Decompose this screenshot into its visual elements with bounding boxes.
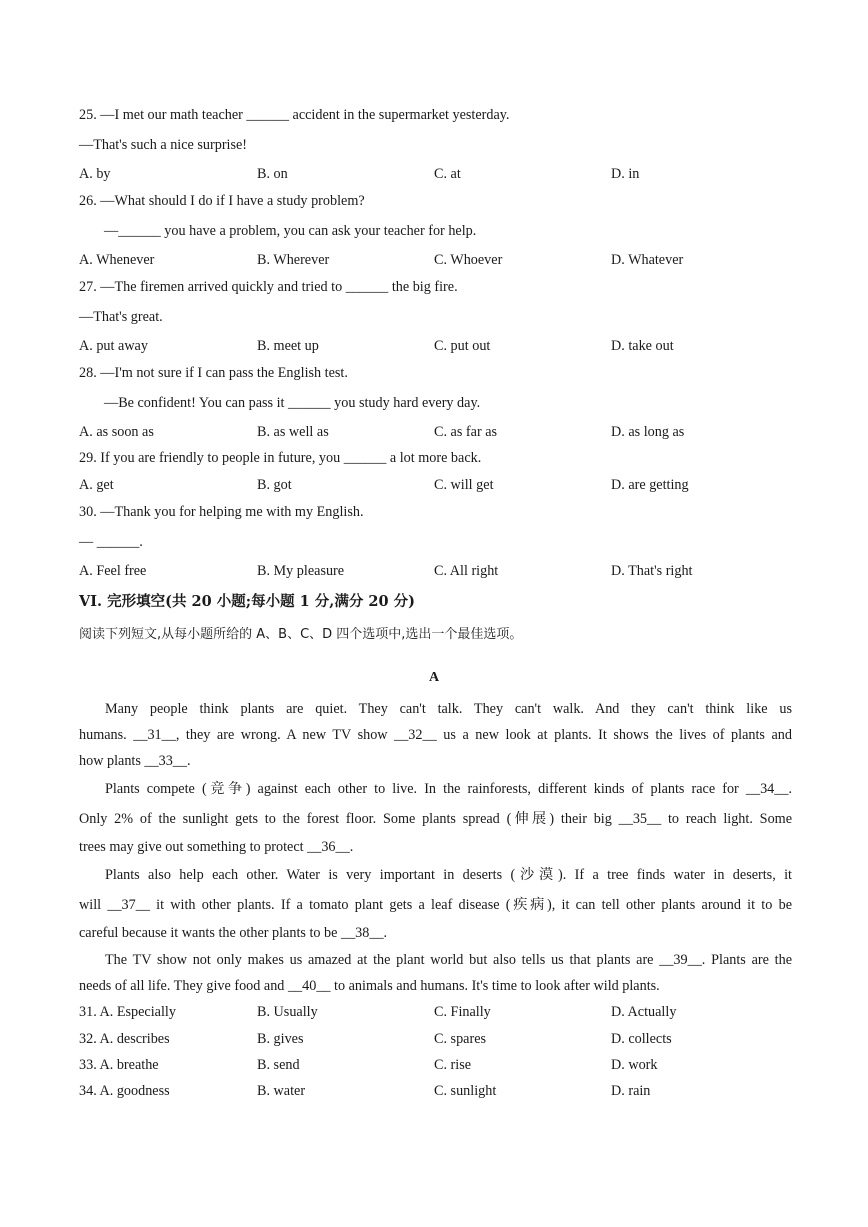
option-b: B. My pleasure — [257, 563, 345, 579]
question-27-response: —That's great. — [79, 309, 163, 325]
passage-line: how plants __33__. — [79, 753, 191, 769]
option-a: A. Feel free — [79, 563, 147, 579]
option-c: C. Whoever — [434, 252, 503, 268]
option-d: D. That's right — [611, 563, 693, 579]
option-d: D. in — [611, 166, 640, 182]
option-a: A. get — [79, 477, 114, 493]
option-b: B. send — [257, 1057, 300, 1073]
option-a: 34. A. goodness — [79, 1083, 170, 1099]
passage-line: Many people think plants are quiet. They can't talk. They can't walk. And they can't think like us — [105, 701, 792, 717]
option-c: C. at — [434, 166, 461, 182]
passage-title: A — [428, 670, 440, 685]
option-b: B. as well as — [257, 424, 329, 440]
option-d: D. take out — [611, 338, 674, 354]
option-b: B. Usually — [257, 1004, 318, 1020]
option-a: 32. A. describes — [79, 1031, 170, 1047]
option-d: D. as long as — [611, 424, 685, 440]
option-d: D. Whatever — [611, 252, 684, 268]
passage-line: trees may give out something to protect __36__. — [79, 839, 354, 855]
option-b: B. water — [257, 1083, 306, 1099]
option-d: D. collects — [611, 1031, 672, 1047]
question-25-stem: 25. —I met our math teacher ______ accident in the supermarket yesterday. — [79, 107, 510, 123]
option-d: D. work — [611, 1057, 658, 1073]
passage-line: Only 2% of the sunlight gets to the forest floor. Some plants spread (伸展) their big __35__ to reach light. Some — [79, 811, 792, 827]
option-c: C. will get — [434, 477, 494, 493]
section-instruction: 阅读下列短文,从每小题所给的 A、B、C、D 四个选项中,选出一个最佳选项。 — [79, 627, 523, 642]
question-27-stem: 27. —The firemen arrived quickly and tried to ______ the big fire. — [79, 279, 458, 295]
question-28-stem: 28. —I'm not sure if I can pass the English test. — [79, 365, 348, 381]
option-d: D. rain — [611, 1083, 651, 1099]
option-b: B. got — [257, 477, 292, 493]
question-30-stem: 30. —Thank you for helping me with my English. — [79, 504, 364, 520]
question-29-stem: 29. If you are friendly to people in future, you ______ a lot more back. — [79, 450, 482, 466]
option-c: C. Finally — [434, 1004, 491, 1020]
option-c: C. All right — [434, 563, 499, 579]
option-a: 31. A. Especially — [79, 1004, 176, 1020]
option-c: C. spares — [434, 1031, 487, 1047]
option-b: B. gives — [257, 1031, 304, 1047]
question-26-response: —______ you have a problem, you can ask your teacher for help. — [104, 223, 477, 239]
passage-line: The TV show not only makes us amazed at the plant world but also tells us that plants are __39__. Plants are the — [105, 952, 792, 968]
option-a: A. put away — [79, 338, 148, 354]
passage-line: needs of all life. They give food and __40__ to animals and humans. It's time to look after wild plants. — [79, 978, 660, 994]
option-d: D. are getting — [611, 477, 689, 493]
option-d: D. Actually — [611, 1004, 677, 1020]
question-28-response: —Be confident! You can pass it ______ you study hard every day. — [104, 395, 481, 411]
option-c: C. put out — [434, 338, 491, 354]
option-a: A. Whenever — [79, 252, 155, 268]
question-25-response: —That's such a nice surprise! — [79, 137, 248, 153]
option-c: C. as far as — [434, 424, 498, 440]
question-30-response: — ______. — [79, 534, 143, 550]
option-b: B. Wherever — [257, 252, 330, 268]
passage-line: humans. __31__, they are wrong. A new TV show __32__ us a new look at plants. It shows the lives of plants and — [79, 727, 792, 743]
passage-line: Plants compete (竞争) against each other to live. In the rainforests, different kinds of plants race for __34__. — [105, 781, 792, 797]
question-26-stem: 26. —What should I do if I have a study problem? — [79, 193, 365, 209]
passage-line: will __37__ it with other plants. If a tomato plant gets a leaf disease (疾病), it can tell other plants around it to be — [79, 897, 792, 913]
option-c: C. rise — [434, 1057, 472, 1073]
passage-line: Plants also help each other. Water is very important in deserts (沙漠). If a tree finds water in deserts, it — [105, 867, 792, 883]
option-c: C. sunlight — [434, 1083, 497, 1099]
section-title: VI. 完形填空(共 20 小题;每小题 1 分,满分 20 分) — [79, 593, 415, 610]
option-a: A. as soon as — [79, 424, 154, 440]
option-b: B. meet up — [257, 338, 319, 354]
option-a: A. by — [79, 166, 111, 182]
option-b: B. on — [257, 166, 288, 182]
passage-line: careful because it wants the other plants to be __38__. — [79, 925, 388, 941]
option-a: 33. A. breathe — [79, 1057, 159, 1073]
